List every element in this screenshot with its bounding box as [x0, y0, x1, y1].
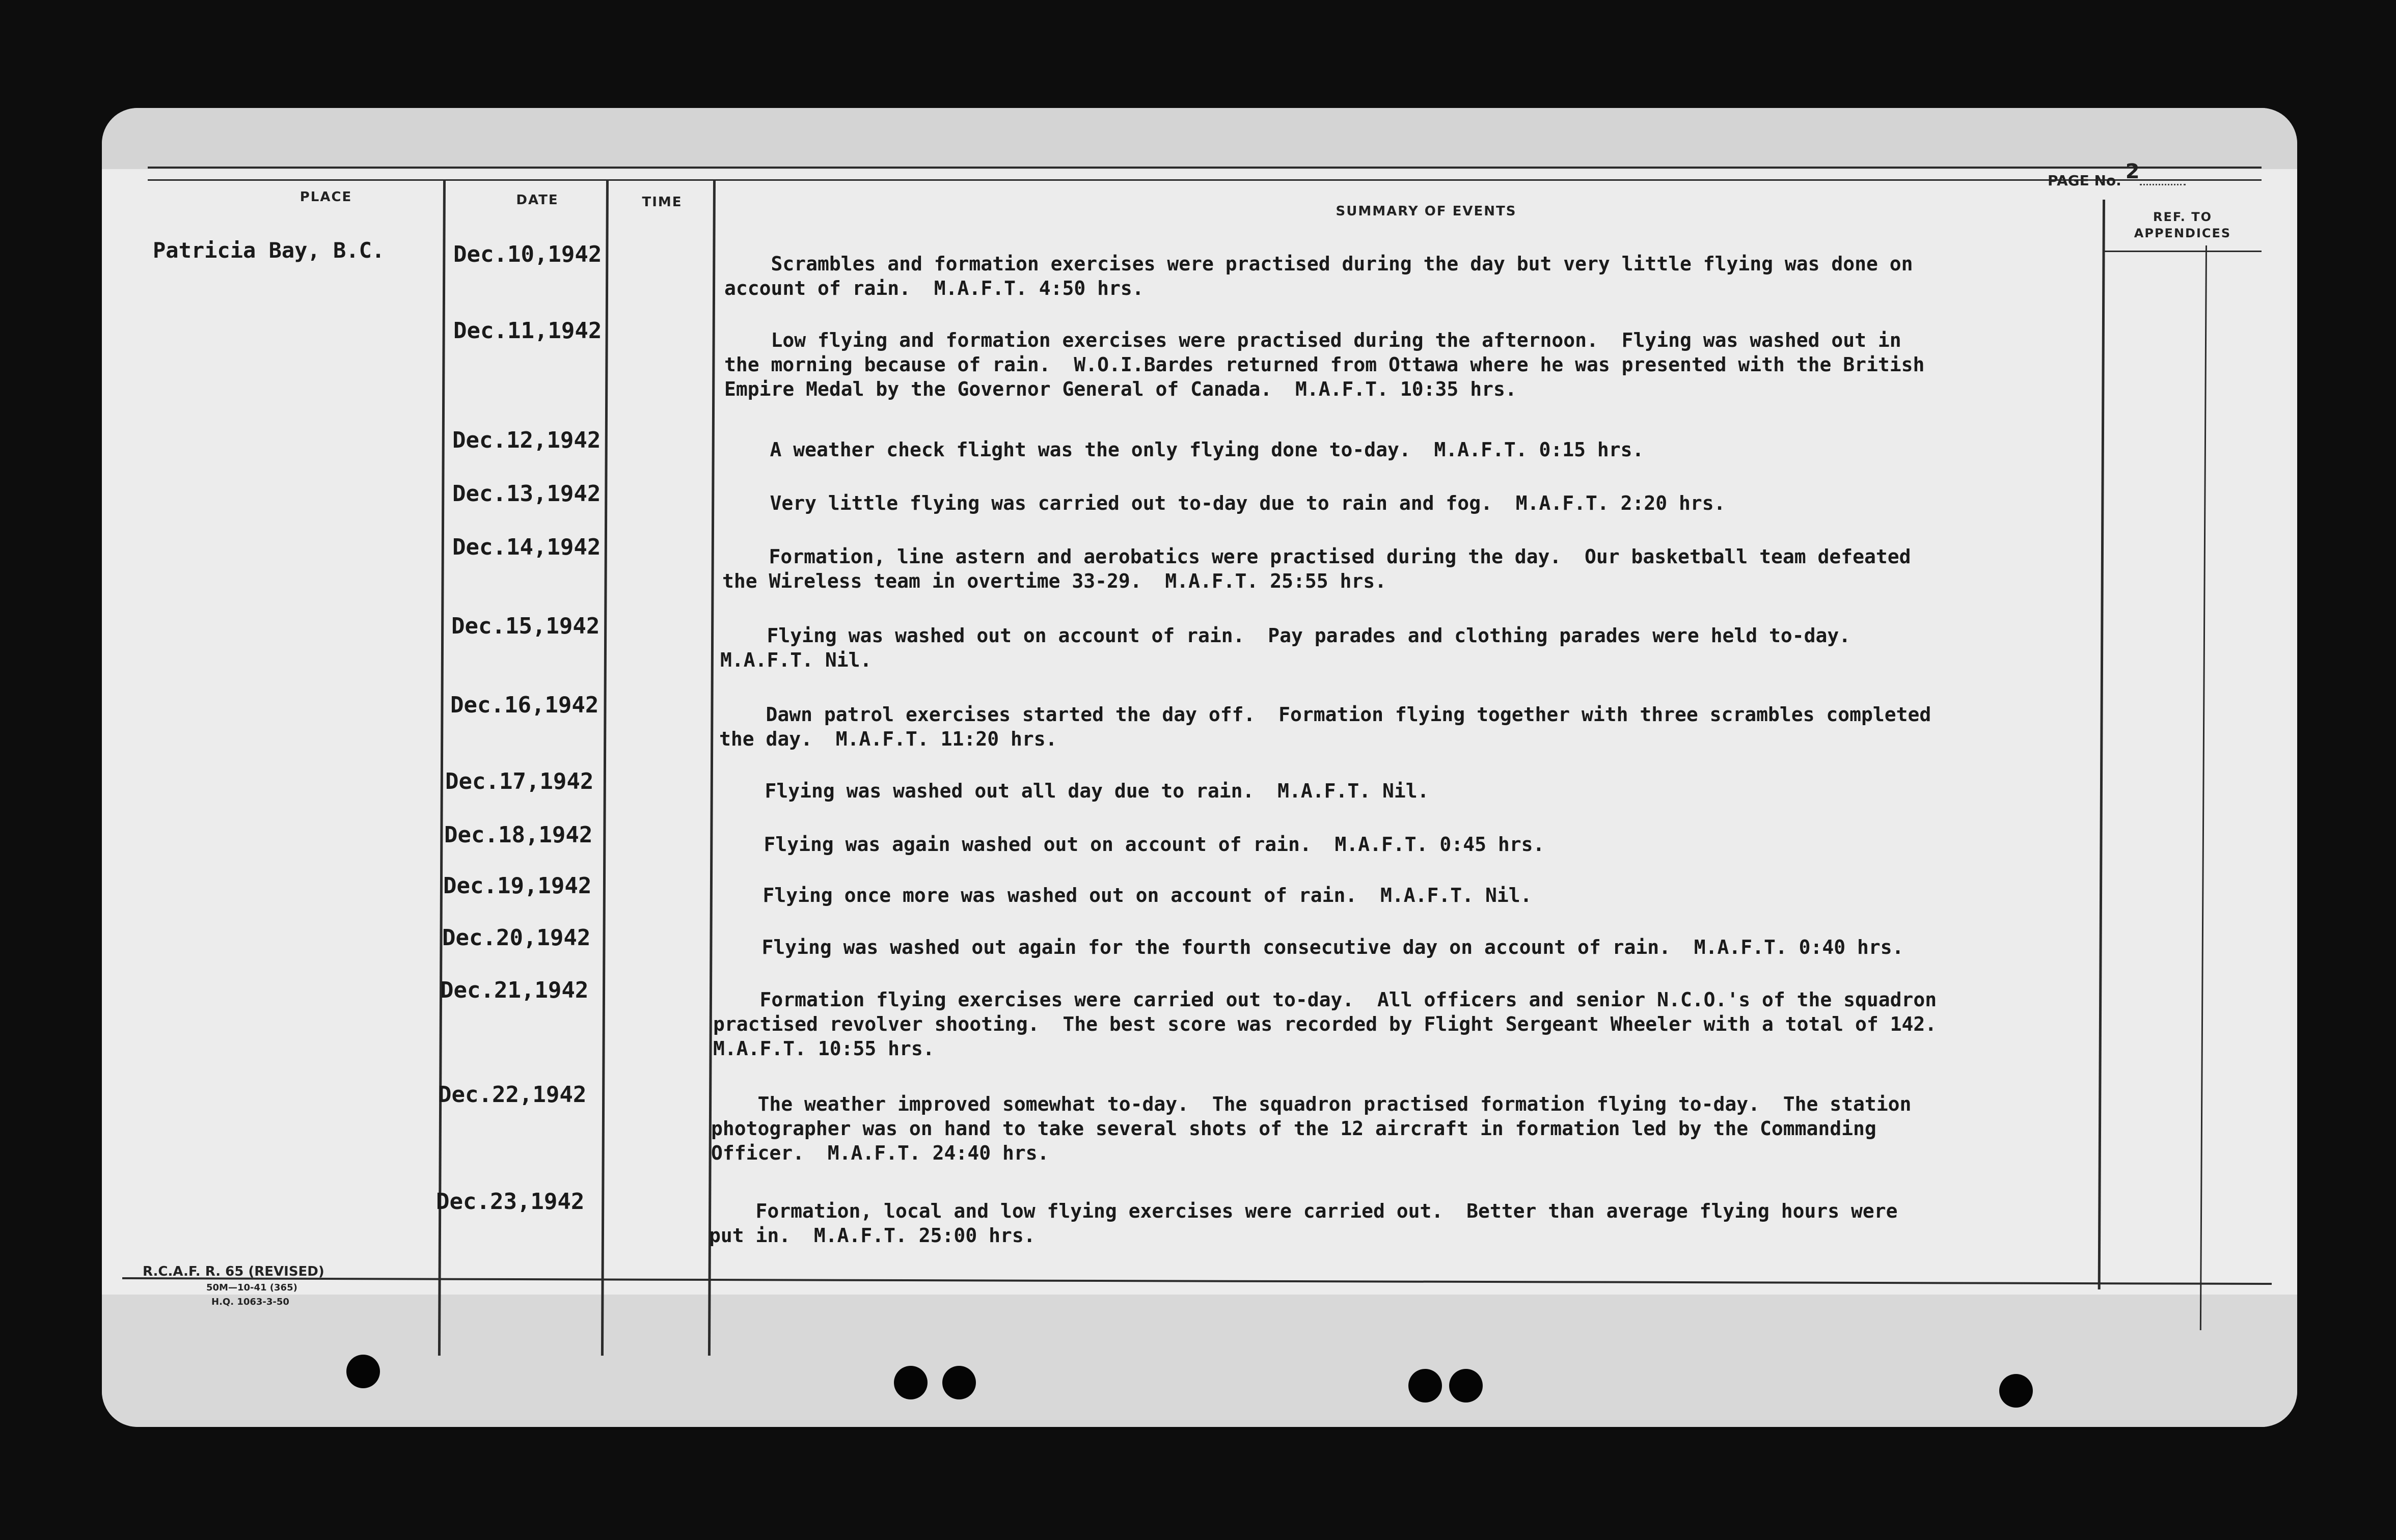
- entry-date: Dec.11,1942: [453, 318, 602, 344]
- entry-summary: [723, 491, 2119, 515]
- ref-header-rule: [2104, 251, 2262, 252]
- form-number: R.C.A.F. R. 65 (REVISED): [143, 1264, 324, 1279]
- punch-hole: [942, 1366, 976, 1399]
- entry-line: account of rain. M.A.F.T. 4:50 hrs.: [724, 277, 1144, 299]
- entry-line: the morning because of rain. W.O.I.Bardes returned from Ottawa where he was presented with the British: [724, 353, 1925, 376]
- card-bottom-shade: [102, 1295, 2297, 1427]
- entry-summary: [723, 437, 2119, 462]
- diary-card: [102, 108, 2297, 1427]
- page-number-label: [2048, 160, 2186, 190]
- entry-line: A weather check flight was the only flying done to-day. M.A.F.T. 0:15 hrs.: [723, 438, 1644, 461]
- entry-date: Dec.22,1942: [438, 1082, 587, 1108]
- entry-line: Flying was washed out on account of rain. Pay parades and clothing parades were held to-day.: [720, 624, 1851, 647]
- form-print-code: 50M—10-41 (365): [206, 1282, 297, 1293]
- entry-line: Very little flying was carried out to-day due to rain and fog. M.A.F.T. 2:20 hrs.: [723, 492, 1726, 514]
- entry-date: Dec.15,1942: [451, 613, 600, 639]
- entry-line: Flying was again washed out on account of rain. M.A.F.T. 0:45 hrs.: [717, 833, 1545, 856]
- header-summary: SUMMARY OF EVENTS: [1336, 204, 1517, 219]
- entry-line: Formation flying exercises were carried out to-day. All officers and senior N.C.O.'s of the squadron: [713, 988, 1937, 1011]
- entry-line: M.A.F.T. 10:55 hrs.: [713, 1037, 935, 1060]
- entry-line: the day. M.A.F.T. 11:20 hrs.: [719, 728, 1057, 750]
- card-top-shade: [102, 108, 2297, 169]
- punch-hole: [1999, 1374, 2033, 1408]
- punch-hole: [1449, 1369, 1483, 1402]
- entry-date: Dec.19,1942: [443, 873, 592, 899]
- entry-summary: [722, 544, 2118, 593]
- entry-line: Formation, local and low flying exercises were carried out. Better than average flying hours were: [709, 1200, 1898, 1222]
- entry-summary: [709, 1199, 2105, 1248]
- entry-summary: [720, 623, 2116, 672]
- entry-line: Officer. M.A.F.T. 24:40 hrs.: [711, 1142, 1049, 1164]
- entry-summary: [717, 832, 2113, 857]
- entry-summary: [715, 935, 2111, 959]
- punch-hole: [346, 1355, 380, 1388]
- entry-line: Empire Medal by the Governor General of Canada. M.A.F.T. 10:35 hrs.: [724, 378, 1517, 400]
- entry-line: put in. M.A.F.T. 25:00 hrs.: [709, 1224, 1036, 1247]
- header-place: PLACE: [300, 189, 352, 205]
- entry-line: photographer was on hand to take several shots of the 12 aircraft in formation led by the Commanding: [711, 1117, 1876, 1140]
- entry-line: practised revolver shooting. The best score was recorded by Flight Sergeant Wheeler with a total of 142.: [713, 1013, 1937, 1035]
- entry-line: M.A.F.T. Nil.: [720, 649, 872, 671]
- column-line-time-summary: [708, 179, 716, 1356]
- entry-date: Dec.10,1942: [453, 241, 602, 267]
- entry-line: Flying was washed out all day due to rain. M.A.F.T. Nil.: [718, 780, 1429, 802]
- header-ref-line2: APPENDICES: [2134, 226, 2231, 240]
- entry-summary: [719, 702, 2115, 751]
- summary-inner-rule: [2200, 245, 2207, 1330]
- column-line-date-time: [601, 179, 609, 1356]
- page-number: 2: [2125, 160, 2140, 183]
- entry-date: Dec.14,1942: [452, 534, 601, 560]
- entry-date: Dec.18,1942: [444, 822, 593, 848]
- entry-line: Formation, line astern and aerobatics were practised during the day. Our basketball team defeated: [722, 545, 1911, 568]
- entry-date: Dec.20,1942: [442, 925, 591, 951]
- entry-line: Low flying and formation exercises were practised during the afternoon. Flying was washed out in: [724, 329, 1901, 351]
- entry-date: Dec.23,1942: [436, 1189, 585, 1215]
- header-rule: [148, 179, 2262, 181]
- entry-line: Dawn patrol exercises started the day off. Formation flying together with three scrambles completed: [719, 703, 1931, 726]
- entry-summary: [711, 1092, 2107, 1165]
- entry-date: Dec.12,1942: [452, 427, 601, 453]
- entry-line: the Wireless team in overtime 33-29. M.A.F.T. 25:55 hrs.: [722, 570, 1387, 592]
- entry-line: Flying once more was washed out on account of rain. M.A.F.T. Nil.: [716, 884, 1532, 906]
- header-date: DATE: [516, 193, 559, 208]
- header-ref-line1: REF. TO: [2153, 210, 2212, 224]
- entry-summary: [716, 883, 2112, 908]
- column-line-place-date: [438, 179, 446, 1356]
- entry-line: The weather improved somewhat to-day. The squadron practised formation flying to-day. The station: [711, 1093, 1912, 1115]
- entry-summary: [713, 987, 2109, 1061]
- entry-line: Scrambles and formation exercises were practised during the day but very little flying was done on: [724, 253, 1913, 275]
- entry-date: Dec.16,1942: [450, 692, 599, 718]
- entry-summary: [718, 779, 2114, 803]
- punch-hole: [894, 1366, 928, 1399]
- entry-date: Dec.21,1942: [440, 977, 589, 1003]
- form-hq-code: H.Q. 1063-3-50: [211, 1297, 289, 1307]
- page-label: PAGE No.: [2048, 172, 2121, 189]
- bottom-rule: [122, 1277, 2272, 1285]
- punch-hole: [1408, 1369, 1442, 1402]
- entry-date: Dec.17,1942: [445, 768, 594, 794]
- top-rule: [148, 167, 2262, 169]
- entry-date: Dec.13,1942: [452, 481, 601, 507]
- entry-summary: [724, 328, 2120, 401]
- place-name: Patricia Bay, B.C.: [153, 238, 385, 263]
- entry-summary: [724, 252, 2120, 300]
- header-time: TIME: [642, 195, 683, 210]
- entry-line: Flying was washed out again for the fourth consecutive day on account of rain. M.A.F.T. 0:40 hrs.: [715, 936, 1904, 958]
